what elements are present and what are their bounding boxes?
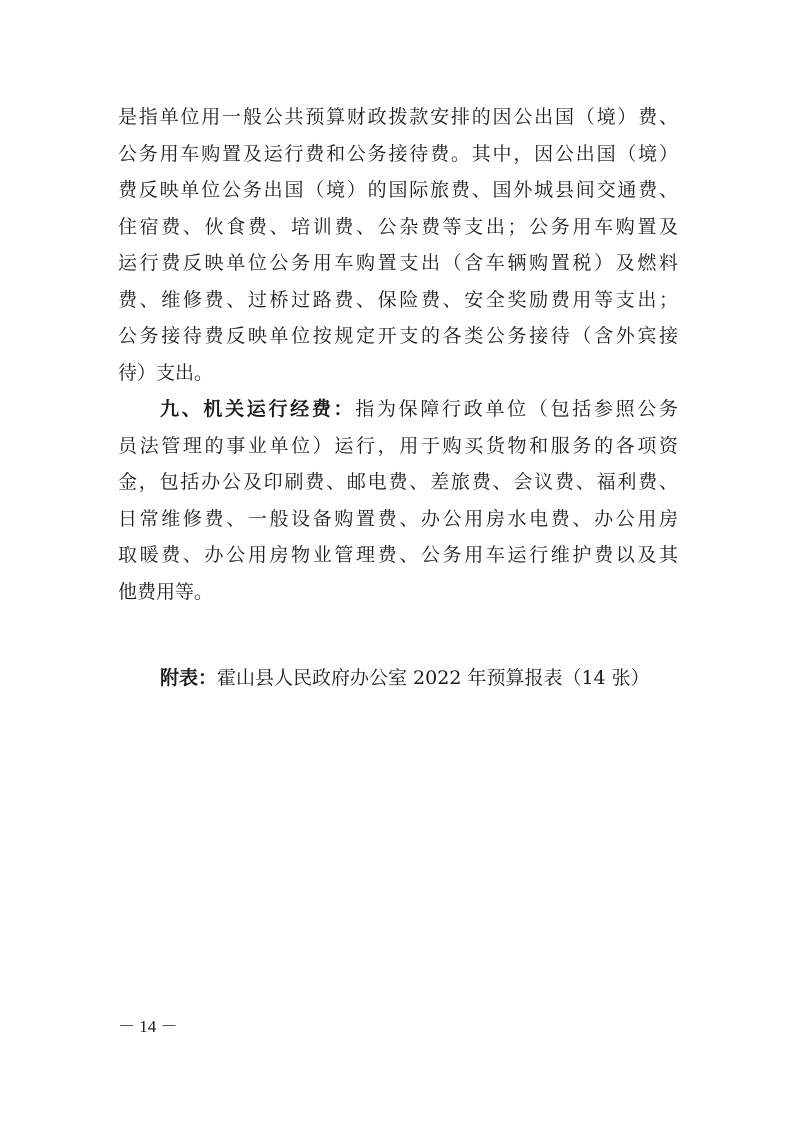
text-line: 待）支出。 [118,361,214,384]
text-line: 日常维修费、一般设备购置费、办公用房水电费、办公用房 [118,507,678,530]
body-text [118,99,678,610]
text-line: 费反映单位公务出国（境）的国际旅费、国外城县间交通费、 [118,179,678,201]
text-line: 员法管理的事业单位）运行，用于购买货物和服务的各项资 [118,434,678,457]
attachment-label: 附表： [160,667,218,689]
text-line: 金，包括办公及印刷费、邮电费、差旅费、会议费、福利费、 [118,471,678,493]
attachment-note [160,660,650,696]
paragraph-operating-expenses [118,391,678,610]
text-line: 是指单位用一般公共预算财政拨款安排的因公出国（境）费、 [118,106,678,128]
paragraph-expense-definition [118,99,678,391]
text-line [118,391,678,428]
heading-line-text: 指为保障行政单位（包括参照公务 [355,398,678,420]
section-heading: 九、机关运行经费： [160,398,356,420]
text-line: 他费用等。 [118,580,214,603]
text-line: 住宿费、伙食费、培训费、公杂费等支出；公务用车购置及 [118,215,678,238]
attachment-text: 霍山县人民政府办公室 2022 年预算报表（14 张） [217,667,650,689]
text-line: 运行费反映单位公务用车购置支出（含车辆购置税）及燃料 [118,252,678,274]
page-number: － 14 － [118,1017,178,1036]
text-line: 公务接待费反映单位按规定开支的各类公务接待（含外宾接 [118,325,678,347]
text-line: 取暖费、办公用房物业管理费、公务用车运行维护费以及其 [118,544,678,566]
text-line: 公务用车购置及运行费和公务接待费。其中，因公出国（境） [118,142,678,165]
text-line: 费、维修费、过桥过路费、保险费、安全奖励费用等支出； [118,288,678,311]
